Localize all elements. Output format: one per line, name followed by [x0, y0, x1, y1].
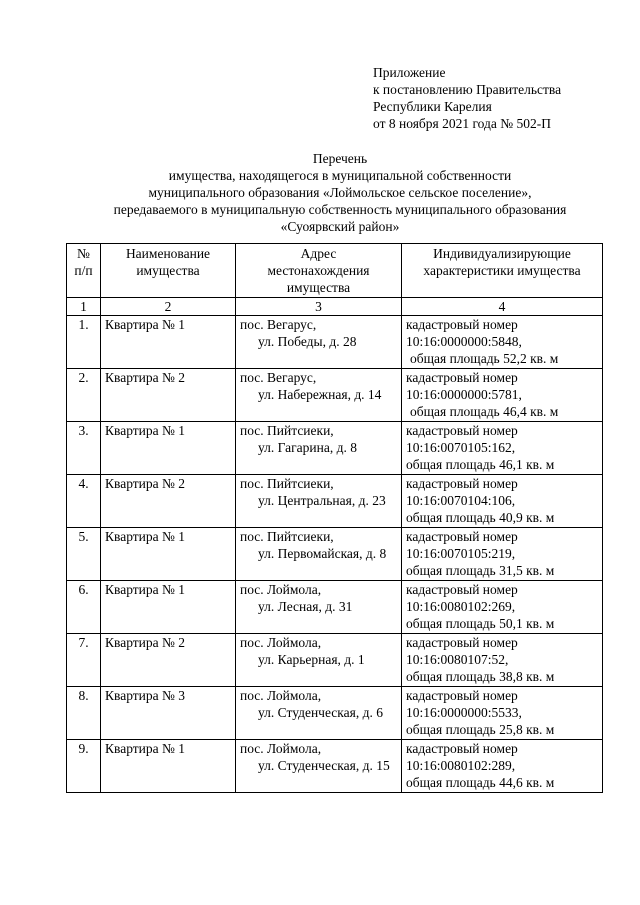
title-line: имущества, находящегося в муниципальной собственности: [168, 168, 512, 183]
property-name: Квартира № 2: [101, 475, 236, 528]
address-settlement: пос. Вегарус,: [240, 317, 317, 332]
total-area: общая площадь 44,6 кв. м: [406, 775, 555, 790]
appendix-line: Республики Карелия: [373, 99, 492, 114]
property-characteristics: [402, 687, 603, 740]
row-number: 8.: [67, 687, 101, 740]
address-street: ул. Карьерная, д. 1: [258, 652, 365, 667]
cadastral-number: 10:16:0080102:269,: [406, 599, 516, 614]
address-settlement: пос. Пийтсиеки,: [240, 529, 334, 544]
header-number: № п/п: [67, 244, 101, 298]
address-street: ул. Студенческая, д. 6: [258, 705, 383, 720]
property-name: Квартира № 3: [101, 687, 236, 740]
cadastral-number: 10:16:0000000:5781,: [406, 387, 522, 402]
property-characteristics: [402, 528, 603, 581]
address-street: ул. Лесная, д. 31: [258, 599, 353, 614]
cadastral-label: кадастровый номер: [406, 476, 518, 491]
header-address: Адрес местонахождения имущества: [236, 244, 402, 298]
property-name: Квартира № 1: [101, 581, 236, 634]
row-number: 5.: [67, 528, 101, 581]
property-address: [236, 369, 402, 422]
address-settlement: пос. Лоймола,: [240, 741, 322, 756]
total-area: общая площадь 40,9 кв. м: [406, 510, 555, 525]
document-title: [20, 150, 640, 235]
address-street: ул. Набережная, д. 14: [258, 387, 382, 402]
cadastral-label: кадастровый номер: [406, 635, 518, 650]
cadastral-label: кадастровый номер: [406, 423, 518, 438]
property-characteristics: [402, 740, 603, 793]
appendix-line: Приложение: [373, 65, 446, 80]
cadastral-number: 10:16:0080102:289,: [406, 758, 516, 773]
property-name: Квартира № 2: [101, 634, 236, 687]
cadastral-number: 10:16:0000000:5848,: [406, 334, 522, 349]
property-address: [236, 316, 402, 369]
title-line: «Суоярвский район»: [280, 219, 400, 234]
row-number: 2.: [67, 369, 101, 422]
cadastral-number: 10:16:0070105:219,: [406, 546, 516, 561]
column-number: 1: [67, 298, 101, 316]
cadastral-label: кадастровый номер: [406, 582, 518, 597]
property-name: Квартира № 1: [101, 316, 236, 369]
total-area: общая площадь 46,4 кв. м: [410, 404, 559, 419]
row-number: 6.: [67, 581, 101, 634]
address-street: ул. Победы, д. 28: [258, 334, 357, 349]
title-line: передаваемого в муниципальную собственность муниципального образования: [113, 202, 567, 217]
cadastral-label: кадастровый номер: [406, 741, 518, 756]
table-header-row: [67, 244, 603, 298]
cadastral-number: 10:16:0000000:5533,: [406, 705, 522, 720]
appendix-line: от 8 ноября 2021 года № 502-П: [373, 116, 552, 131]
table-row: [67, 316, 603, 369]
total-area: общая площадь 52,2 кв. м: [410, 351, 559, 366]
property-address: [236, 687, 402, 740]
property-characteristics: [402, 634, 603, 687]
total-area: общая площадь 38,8 кв. м: [406, 669, 555, 684]
table-row: [67, 634, 603, 687]
total-area: общая площадь 50,1 кв. м: [406, 616, 555, 631]
table-row: [67, 475, 603, 528]
appendix-header: [373, 64, 633, 132]
property-characteristics: [402, 475, 603, 528]
property-name: Квартира № 1: [101, 740, 236, 793]
address-settlement: пос. Лоймола,: [240, 582, 322, 597]
cadastral-label: кадастровый номер: [406, 370, 518, 385]
cadastral-number: 10:16:0070104:106,: [406, 493, 516, 508]
table-row: [67, 687, 603, 740]
property-address: [236, 528, 402, 581]
row-number: 9.: [67, 740, 101, 793]
cadastral-number: 10:16:0070105:162,: [406, 440, 516, 455]
table-row: [67, 581, 603, 634]
appendix-line: к постановлению Правительства: [373, 82, 562, 97]
column-number-row: [67, 298, 603, 316]
title-line: Перечень: [312, 151, 368, 166]
property-address: [236, 581, 402, 634]
total-area: общая площадь 31,5 кв. м: [406, 563, 555, 578]
address-settlement: пос. Лоймола,: [240, 635, 322, 650]
address-street: ул. Первомайская, д. 8: [258, 546, 387, 561]
column-number: 3: [236, 298, 402, 316]
property-table: [66, 243, 603, 793]
address-settlement: пос. Пийтсиеки,: [240, 476, 334, 491]
column-number: 2: [101, 298, 236, 316]
total-area: общая площадь 46,1 кв. м: [406, 457, 555, 472]
table-row: [67, 528, 603, 581]
address-settlement: пос. Вегарус,: [240, 370, 317, 385]
title-line: муниципального образования «Лоймольское сельское поселение»,: [148, 185, 532, 200]
total-area: общая площадь 25,8 кв. м: [406, 722, 555, 737]
property-characteristics: [402, 581, 603, 634]
property-name: Квартира № 1: [101, 528, 236, 581]
table-row: [67, 369, 603, 422]
cadastral-label: кадастровый номер: [406, 529, 518, 544]
property-name: Квартира № 2: [101, 369, 236, 422]
row-number: 4.: [67, 475, 101, 528]
table-row: [67, 740, 603, 793]
column-number: 4: [402, 298, 603, 316]
address-settlement: пос. Лоймола,: [240, 688, 322, 703]
property-characteristics: [402, 422, 603, 475]
address-street: ул. Центральная, д. 23: [258, 493, 386, 508]
address-street: ул. Студенческая, д. 15: [258, 758, 390, 773]
table-row: [67, 422, 603, 475]
row-number: 1.: [67, 316, 101, 369]
header-name: Наименование имущества: [101, 244, 236, 298]
property-characteristics: [402, 316, 603, 369]
property-address: [236, 634, 402, 687]
property-name: Квартира № 1: [101, 422, 236, 475]
header-characteristics: Индивидуализирующие характеристики имущества: [402, 244, 603, 298]
property-address: [236, 740, 402, 793]
property-address: [236, 422, 402, 475]
address-settlement: пос. Пийтсиеки,: [240, 423, 334, 438]
row-number: 3.: [67, 422, 101, 475]
property-characteristics: [402, 369, 603, 422]
property-address: [236, 475, 402, 528]
cadastral-label: кадастровый номер: [406, 317, 518, 332]
cadastral-number: 10:16:0080107:52,: [406, 652, 509, 667]
address-street: ул. Гагарина, д. 8: [258, 440, 357, 455]
cadastral-label: кадастровый номер: [406, 688, 518, 703]
row-number: 7.: [67, 634, 101, 687]
